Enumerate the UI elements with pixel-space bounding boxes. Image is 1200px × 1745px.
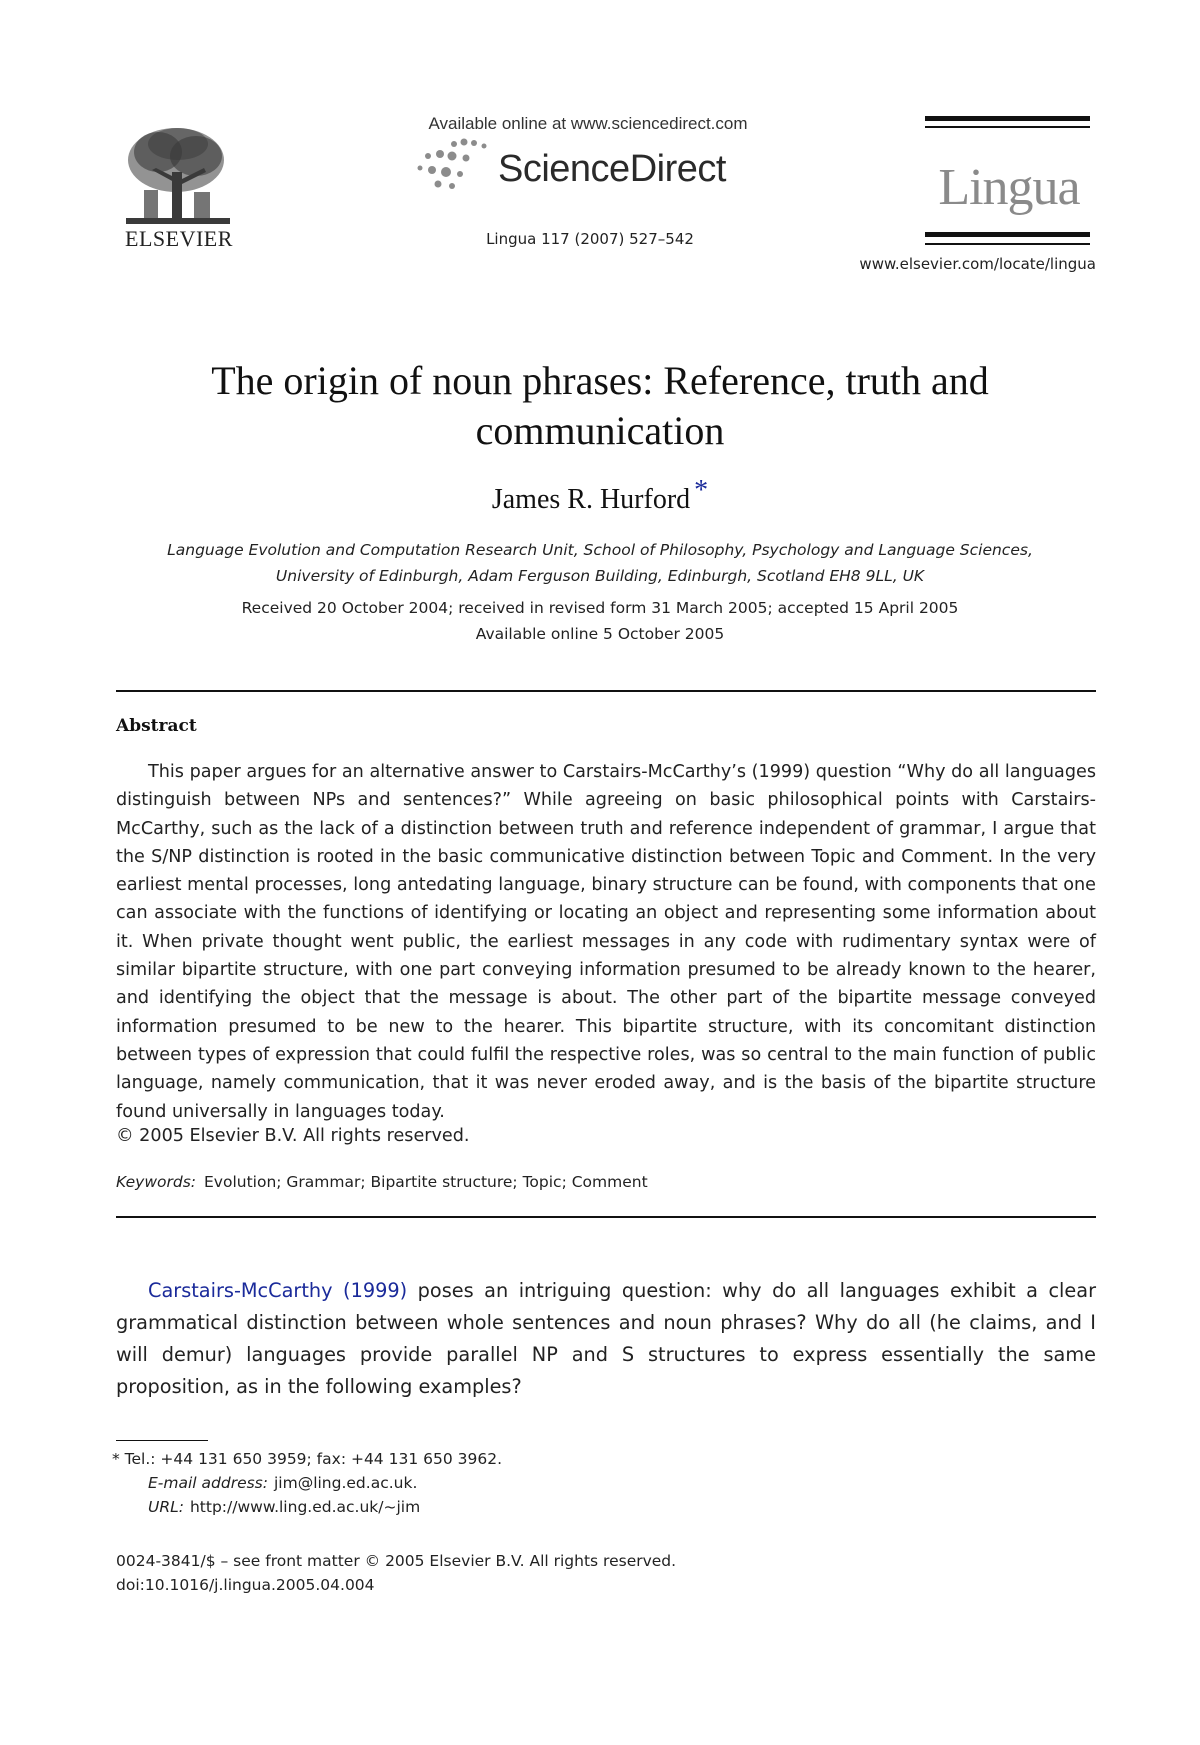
author-line (130, 475, 1070, 516)
keywords (116, 1173, 648, 1191)
author-footnote-marker[interactable]: * (694, 475, 709, 506)
footnote-tel: * Tel.: +44 131 650 3959; fax: +44 131 650 3962. (112, 1450, 502, 1468)
journal-top-rule-thin (925, 126, 1090, 128)
body-paragraph-text: poses an intriguing question: why do all languages exhibit a clear grammatical distinction between whole sentences and noun phrases? Why do all (he claims, and I will demur) languages provide parallel NP and S structures to express essentially the same proposition, as in the following examples? (116, 1279, 1097, 1398)
body-paragraph (116, 1275, 1096, 1403)
url-label: URL: (148, 1498, 184, 1516)
journal-logo: Lingua (938, 159, 1080, 216)
available-online-date: Available online 5 October 2005 (475, 625, 725, 643)
article-title: The origin of noun phrases: Reference, truth and communication (211, 358, 989, 453)
affiliation (118, 537, 1082, 589)
footnote-rule (116, 1440, 208, 1441)
url-link[interactable]: http://www.ling.ed.ac.uk/~jim (189, 1498, 421, 1516)
article-dates (118, 595, 1082, 647)
issn-line: 0024-3841/$ – see front matter © 2005 Elsevier B.V. All rights reserved. (116, 1552, 677, 1570)
affiliation-line-1: Language Evolution and Computation Research Unit, School of Philosophy, Psychology and Language Sciences, (167, 541, 1033, 559)
received-dates: Received 20 October 2004; received in revised form 31 March 2005; accepted 15 April 2005 (241, 599, 959, 617)
journal-bottom-rule (925, 232, 1090, 237)
doi-link[interactable]: doi:10.1016/j.lingua.2005.04.004 (116, 1576, 375, 1594)
abstract-text: This paper argues for an alternative answer to Carstairs-McCarthy’s (1999) question “Why do all languages distinguish between NPs and sentences?” While agreeing on basic philosophical points with Carstairs-McCarthy, such as the lack of a distinction between truth and reference independent of grammar, I argue that the S/NP distinction is rooted in the basic communicative distinction between Topic and Comment. In the very earliest mental processes, long antedating language, binary structure can be found, with components that one can associate with the functions of identifying or locating an object and representing some information about it. When private thought went public, the earliest messages in any code with rudimentary syntax were of similar bipartite structure, with one part conveying information presumed to be already known to the hearer, and identifying the object that the message is about. The other part of the bipartite message conveyed information presumed to be new to the hearer. This bipartite structure, with its concomitant distinction between types of expression that could fulfil the respective roles, was so central to the main function of public language, namely communication, that it was never eroded away, and is the basis of the bipartite structure found universally in languages today. (116, 762, 1096, 1122)
citation-link[interactable]: Carstairs-McCarthy (1999) (148, 1279, 408, 1302)
abstract-heading: Abstract (116, 716, 197, 736)
abstract-top-rule (116, 690, 1096, 692)
footnote-email (148, 1474, 417, 1492)
author-name: James R. Hurford (491, 484, 691, 515)
email-link[interactable]: jim@ling.ed.ac.uk. (273, 1474, 418, 1492)
abstract-copyright: © 2005 Elsevier B.V. All rights reserved. (116, 1126, 470, 1146)
sciencedirect-dots-icon (414, 136, 494, 192)
keywords-list: Evolution; Grammar; Bipartite structure; Topic; Comment (204, 1173, 648, 1191)
sciencedirect-wordmark: ScienceDirect (498, 148, 726, 190)
available-online-text[interactable]: Available online at www.sciencedirect.com (428, 114, 748, 133)
journal-top-rule (925, 116, 1090, 121)
journal-url-link[interactable]: www.elsevier.com/locate/lingua (859, 255, 1096, 273)
email-label: E-mail address: (148, 1474, 268, 1492)
footnote-url (148, 1498, 420, 1516)
abstract-bottom-rule (116, 1216, 1096, 1218)
keywords-label: Keywords: (116, 1173, 196, 1191)
publisher-name: ELSEVIER (125, 226, 233, 251)
affiliation-line-2: University of Edinburgh, Adam Ferguson Building, Edinburgh, Scotland EH8 9LL, UK (275, 567, 925, 585)
journal-bottom-rule-thin (925, 243, 1090, 245)
journal-reference: Lingua 117 (2007) 527–542 (486, 230, 694, 248)
